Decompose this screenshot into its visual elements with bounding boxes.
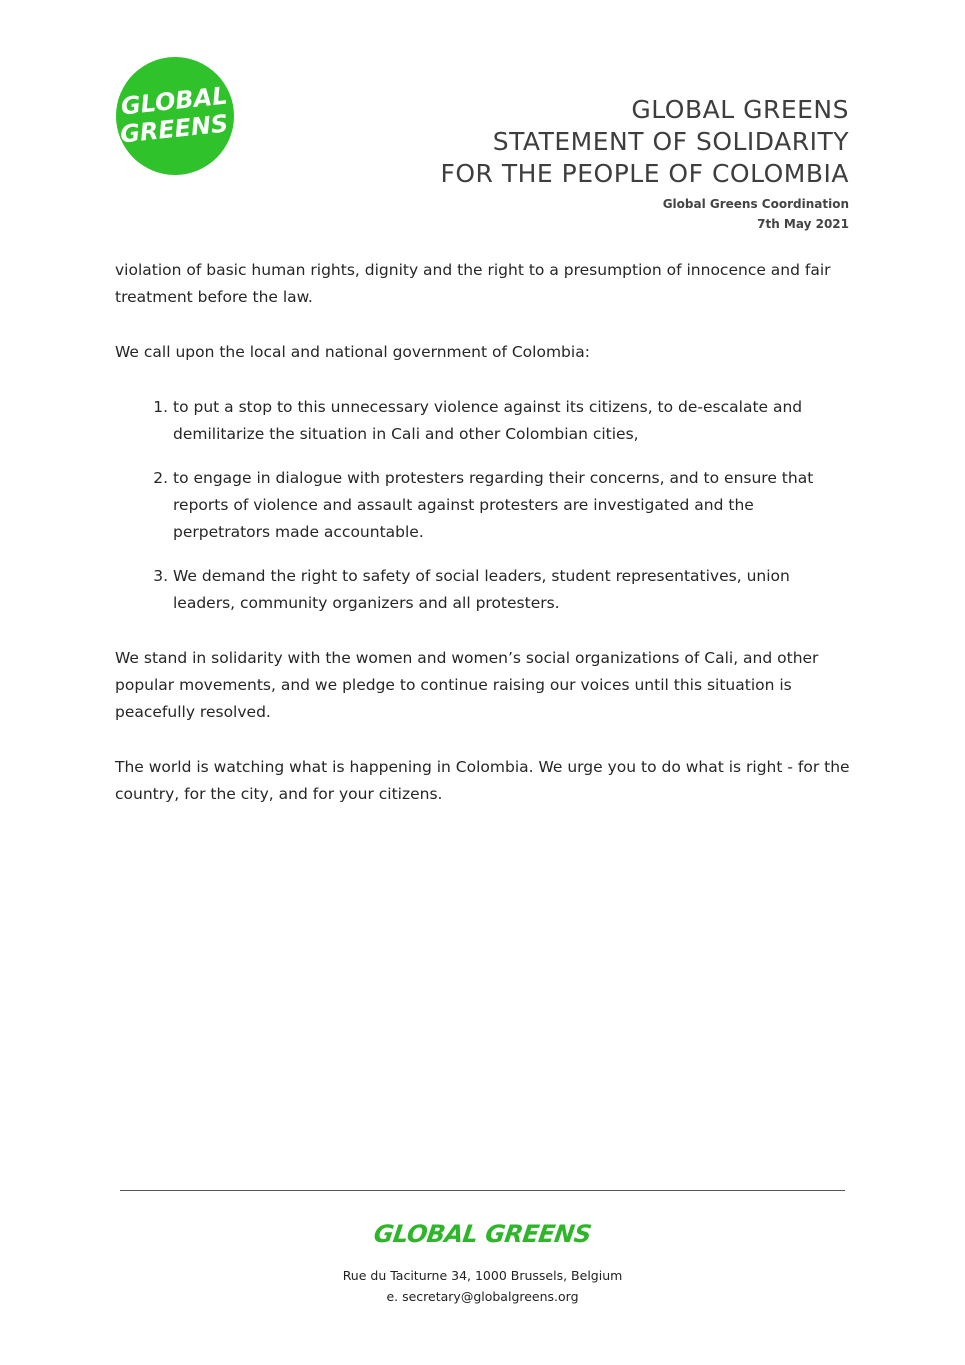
footer-divider [120,1190,845,1191]
document-header [440,94,849,234]
paragraph-1: violation of basic human rights, dignity and the right to a presumption of innocence and fair treatment before the law. [115,261,831,306]
paragraph-2: We call upon the local and national government of Colombia: [115,343,590,361]
logo-line1: GLOBAL [119,81,229,121]
paragraph-4: The world is watching what is happening in Colombia. We urge you to do what is right - for the country, for the city, and for your citizens. [115,758,850,803]
date-line: 7th May 2021 [757,217,849,231]
title-line-3: FOR THE PEOPLE OF COLOMBIA [440,159,849,188]
paragraph-3: We stand in solidarity with the women and women’s social organizations of Cali, and other popular movements, and we pledge to continue raising our voices until this situation is peacefully resolved. [115,649,819,721]
global-greens-logo [116,57,234,175]
footer-address: Rue du Taciturne 34, 1000 Brussels, Belgium [342,1268,623,1283]
footer-logo-text: GLOBAL GREENS [372,1220,593,1248]
logo-line2: GREENS [118,109,230,149]
logo-lettering [116,57,234,175]
footer-email: e. secretary@globalgreens.org [386,1289,579,1304]
footer-logo [0,1220,965,1248]
list-item: 2. to engage in dialogue with protesters regarding their concerns, and to ensure that reports of violence and assault against protesters are investigated and the perpetrators made accountable. [173,465,855,546]
author-line: Global Greens Coordination [662,197,849,211]
statement-body [115,257,855,836]
title-line-1: GLOBAL GREENS [631,95,849,124]
list-item: 1. to put a stop to this unnecessary violence against its citizens, to de-escalate and demilitarize the situation in Cali and other Colombian cities, [173,394,855,448]
list-item: 3. We demand the right to safety of social leaders, student representatives, union leaders, community organizers and all protesters. [173,563,855,617]
title-line-2: STATEMENT OF SOLIDARITY [492,127,849,156]
demands-list [115,394,855,617]
footer-contact [0,1265,965,1307]
